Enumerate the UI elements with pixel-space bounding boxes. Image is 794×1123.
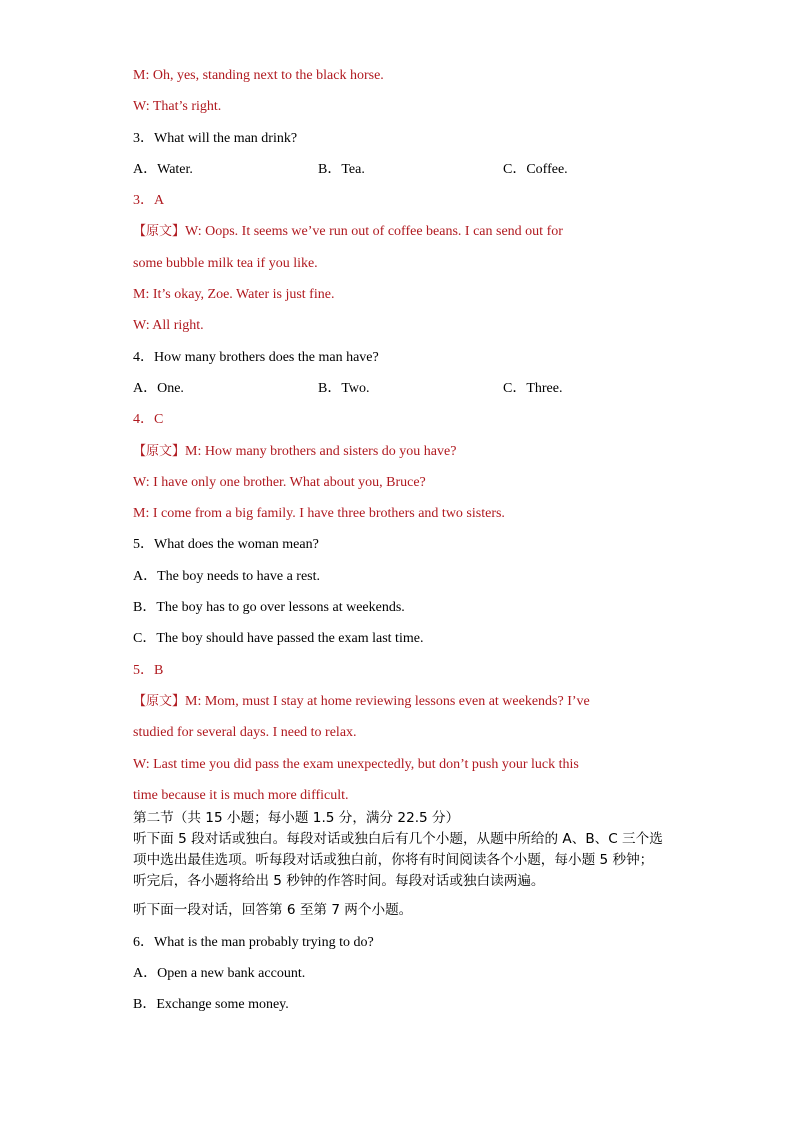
- transcript-line: some bubble milk tea if you like.: [133, 255, 318, 271]
- option-a: A．The boy needs to have a rest.: [133, 568, 320, 584]
- question-3-options: [133, 160, 673, 191]
- transcript-tag: 【原文】: [133, 224, 186, 240]
- question-4: 4．How many brothers does the man have?: [133, 349, 379, 365]
- transcript-line: M: I come from a big family. I have three brothers and two sisters.: [133, 506, 505, 522]
- transcript-line: W: I have only one brother. What about you, Bruce?: [133, 474, 426, 490]
- transcript-line: W: All right.: [133, 318, 204, 334]
- transcript-line: [133, 222, 673, 253]
- option-c: C．Coffee.: [503, 161, 568, 177]
- section-2-dialog-intro: 听下面一段对话，回答第 6 至第 7 两个小题。: [133, 901, 413, 918]
- transcript-tag: 【原文】: [133, 693, 186, 709]
- transcript-tag: 【原文】: [133, 443, 186, 459]
- transcript-text: M: Mom, must I stay at home reviewing lessons even at weekends? I’ve: [185, 693, 590, 709]
- transcript-line: time because it is much more difficult.: [133, 787, 349, 803]
- option-a: A．Open a new bank account.: [133, 966, 306, 982]
- transcript-text: M: How many brothers and sisters do you have?: [185, 443, 457, 459]
- transcript-line: [133, 442, 673, 473]
- transcript-line: M: It’s okay, Zoe. Water is just fine.: [133, 287, 335, 303]
- option-b: B．The boy has to go over lessons at weekends.: [133, 600, 405, 616]
- answer-5: 5．B: [133, 662, 164, 678]
- option-c: C．The boy should have passed the exam last time.: [133, 631, 424, 647]
- option-a: A．Water.: [133, 161, 193, 177]
- document-page: [133, 66, 673, 1027]
- transcript-line: [133, 692, 673, 723]
- answer-4: 4．C: [133, 412, 164, 428]
- transcript-line: M: Oh, yes, standing next to the black horse.: [133, 68, 384, 83]
- transcript-line: W: Last time you did pass the exam unexpectedly, but don’t push your luck this: [133, 756, 579, 772]
- transcript-line: W: That’s right.: [133, 99, 222, 115]
- question-4-options: [133, 379, 673, 410]
- transcript-text: W: Oops. It seems we’ve run out of coffee beans. I can send out for: [185, 224, 563, 240]
- option-b: B．Two.: [318, 380, 370, 396]
- answer-3: 3．A: [133, 193, 165, 209]
- option-b: B．Tea.: [318, 161, 365, 177]
- section-2-title: 第二节（共 15 小题；每小题 1.5 分，满分 22.5 分）: [133, 809, 460, 826]
- question-6: 6．What is the man probably trying to do?: [133, 934, 374, 950]
- question-5: 5．What does the woman mean?: [133, 537, 319, 553]
- transcript-line: studied for several days. I need to relax.: [133, 725, 357, 741]
- option-a: A．One.: [133, 380, 184, 396]
- option-c: C．Three.: [503, 380, 563, 396]
- question-3: 3．What will the man drink?: [133, 130, 298, 146]
- section-2-instructions: 听下面 5 段对话或独白。每段对话或独白后有几个小题，从题中所给的 A、B、C 三个选项中选出最佳选项。听每段对话或独白前，你将有时间阅读各个小题，每小题 5 秒钟；听完后，各小题将给出 5 秒钟的作答时间。每段对话或独白读两遍。: [133, 830, 663, 889]
- option-b: B．Exchange some money.: [133, 997, 289, 1013]
